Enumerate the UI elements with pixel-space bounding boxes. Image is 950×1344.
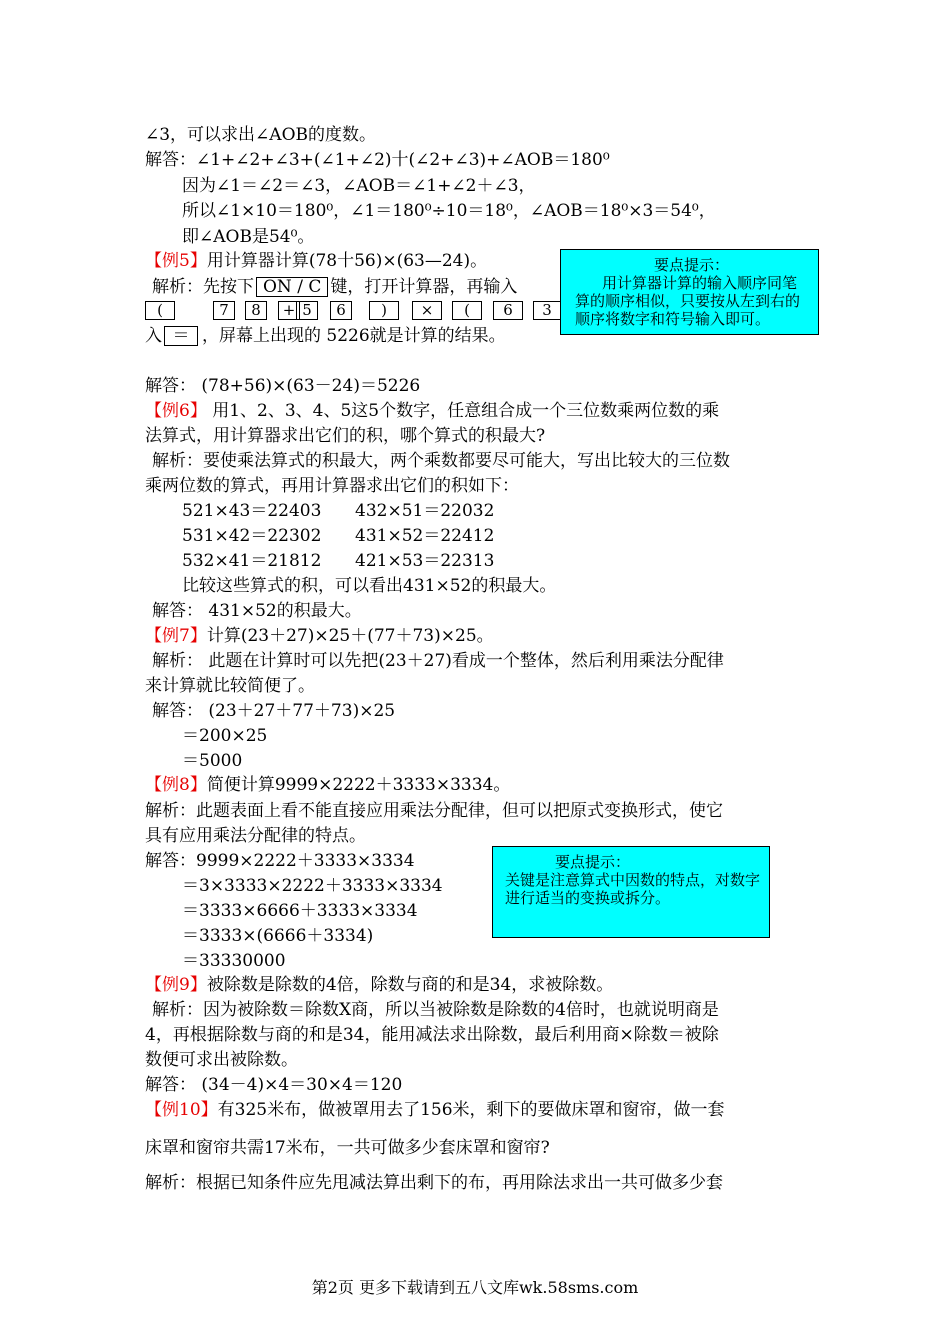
equals-key: ＝ bbox=[164, 326, 198, 346]
example-5-answer: 解答： (78+56)×(63－24)＝5226 bbox=[145, 376, 421, 396]
example-tag: 【例9】 bbox=[145, 975, 207, 995]
text-line: 所以∠1×10＝180⁰，∠1＝180⁰÷10＝18⁰，∠AOB＝18⁰×3＝54⁰， bbox=[182, 201, 716, 221]
example-5-enter: 入 ＝ ，屏幕上出现的 5226就是计算的结果。 bbox=[145, 326, 506, 346]
text-line: 来计算就比较简便了。 bbox=[145, 676, 315, 696]
example-9-answer: 解答： (34－4)×4＝30×4＝120 bbox=[145, 1075, 403, 1095]
page-footer: 第2页 更多下载请到五八文库wk.58sms.com bbox=[311, 1278, 639, 1297]
text-line: ∠3，可以求出∠AOB的度数。 bbox=[145, 125, 377, 145]
example-8-answer: 解答：9999×2222＋3333×3334 bbox=[145, 851, 415, 871]
example-tag: 【例10】 bbox=[145, 1100, 218, 1120]
text-line: 法算式，用计算器求出它们的积，哪个算式的积最大? bbox=[145, 426, 546, 446]
tip-body: 关键是注意算式中因数的特点，对数字进行适当的变换或拆分。 bbox=[505, 871, 761, 907]
text-line: 4，再根据除数与商的和是34，能用减法求出除数，最后利用商×除数＝被除 bbox=[145, 1025, 719, 1045]
calc-key: ( bbox=[145, 301, 175, 320]
equation: ＝3×3333×2222＋3333×3334 bbox=[182, 876, 443, 896]
calc-key: 5 bbox=[296, 301, 318, 320]
equation: 532×41＝21812 bbox=[182, 551, 322, 571]
text-line: 解析：因为被除数＝除数X商，所以当被除数是除数的4倍时，也就说明商是 bbox=[152, 1000, 719, 1020]
calc-key: 7 bbox=[213, 301, 235, 320]
example-8-question: 【例8】简便计算9999×2222＋3333×3334。 bbox=[145, 775, 511, 795]
example-7-question: 【例7】计算(23＋27)×25＋(77＋73)×25。 bbox=[145, 626, 494, 646]
text-line: 解析：要使乘法算式的积最大，两个乘数都要尽可能大，写出比较大的三位数 bbox=[152, 451, 730, 471]
calc-key: 8 bbox=[245, 301, 267, 320]
equation: ＝3333×(6666＋3334) bbox=[182, 926, 374, 946]
equation: ＝5000 bbox=[182, 751, 243, 771]
text-line: 即∠AOB是54⁰。 bbox=[182, 227, 315, 247]
tip-box bbox=[492, 846, 770, 938]
text-line: 具有应用乘法分配律的特点。 bbox=[145, 826, 366, 846]
calc-key: 6 bbox=[493, 301, 523, 320]
equation: 531×42＝22302 bbox=[182, 526, 322, 546]
example-6-question: 【例6】 用1、2、3、4、5这5个数字，任意组合成一个三位数乘两位数的乘 bbox=[145, 401, 720, 421]
equation: ＝200×25 bbox=[182, 726, 268, 746]
calc-key: 6 bbox=[330, 301, 352, 320]
text-line: 乘两位数的算式，再用计算器求出它们的积如下： bbox=[145, 476, 519, 496]
text-line: 解析： 此题在计算时可以先把(23＋27)看成一个整体，然后利用乘法分配律 bbox=[152, 651, 724, 671]
tip-title: 要点提示： bbox=[555, 853, 631, 871]
calc-key: + bbox=[278, 301, 300, 320]
text-line: 比较这些算式的积，可以看出431×52的积最大。 bbox=[182, 576, 557, 596]
example-tag: 【例7】 bbox=[145, 626, 207, 646]
tip-box bbox=[560, 249, 819, 335]
text-line: 解答：∠1+∠2+∠3+(∠1+∠2)十(∠2+∠3)+∠AOB＝180⁰ bbox=[145, 150, 610, 170]
text-line: 解析：根据已知条件应先甩减法算出剩下的布，再用除法求出一共可做多少套 bbox=[145, 1173, 723, 1193]
example-tag: 【例5】 bbox=[145, 251, 207, 271]
calc-key: × bbox=[412, 301, 442, 320]
equation: 421×53＝22313 bbox=[355, 551, 495, 571]
example-7-answer: 解答： (23＋27＋77＋73)×25 bbox=[152, 701, 396, 721]
calc-key: 3 bbox=[533, 301, 561, 320]
equation: ＝3333×6666＋3333×3334 bbox=[182, 901, 418, 921]
example-9-question: 【例9】被除数是除数的4倍，除数与商的和是34，求被除数。 bbox=[145, 975, 614, 995]
text-line: 数便可求出被除数。 bbox=[145, 1050, 298, 1070]
example-tag: 【例6】 bbox=[145, 401, 207, 421]
example-tag: 【例8】 bbox=[145, 775, 207, 795]
example-6-answer: 解答： 431×52的积最大。 bbox=[152, 601, 362, 621]
equation: 432×51＝22032 bbox=[355, 501, 495, 521]
equation: 431×52＝22412 bbox=[355, 526, 495, 546]
example-5-analysis: 解析：先按下 ON / C 键，打开计算器，再输入 bbox=[152, 277, 518, 297]
equation: ＝33330000 bbox=[182, 951, 286, 971]
on-c-key: ON / C bbox=[256, 277, 328, 297]
example-5-question: 【例5】用计算器计算(78十56)×(63—24)。 bbox=[145, 251, 488, 271]
text-line: 因为∠1＝∠2＝∠3，∠AOB＝∠1+∠2＋∠3， bbox=[182, 176, 536, 196]
calc-key: ( bbox=[452, 301, 482, 320]
tip-body: 用计算器计算的输入顺序同笔算的顺序相似，只要按从左到右的顺序将数字和符号输入即可。 bbox=[575, 274, 801, 328]
text-line: 解析：此题表面上看不能直接应用乘法分配律，但可以把原式变换形式，使它 bbox=[145, 801, 723, 821]
text-line: 床罩和窗帘共需17米布，一共可做多少套床罩和窗帘? bbox=[145, 1138, 550, 1158]
tip-title: 要点提示： bbox=[653, 256, 729, 274]
calc-key: ) bbox=[369, 301, 399, 320]
example-10-question: 【例10】有325米布，做被罩用去了156米，剩下的要做床罩和窗帘，做一套 bbox=[145, 1100, 725, 1120]
equation: 521×43＝22403 bbox=[182, 501, 322, 521]
